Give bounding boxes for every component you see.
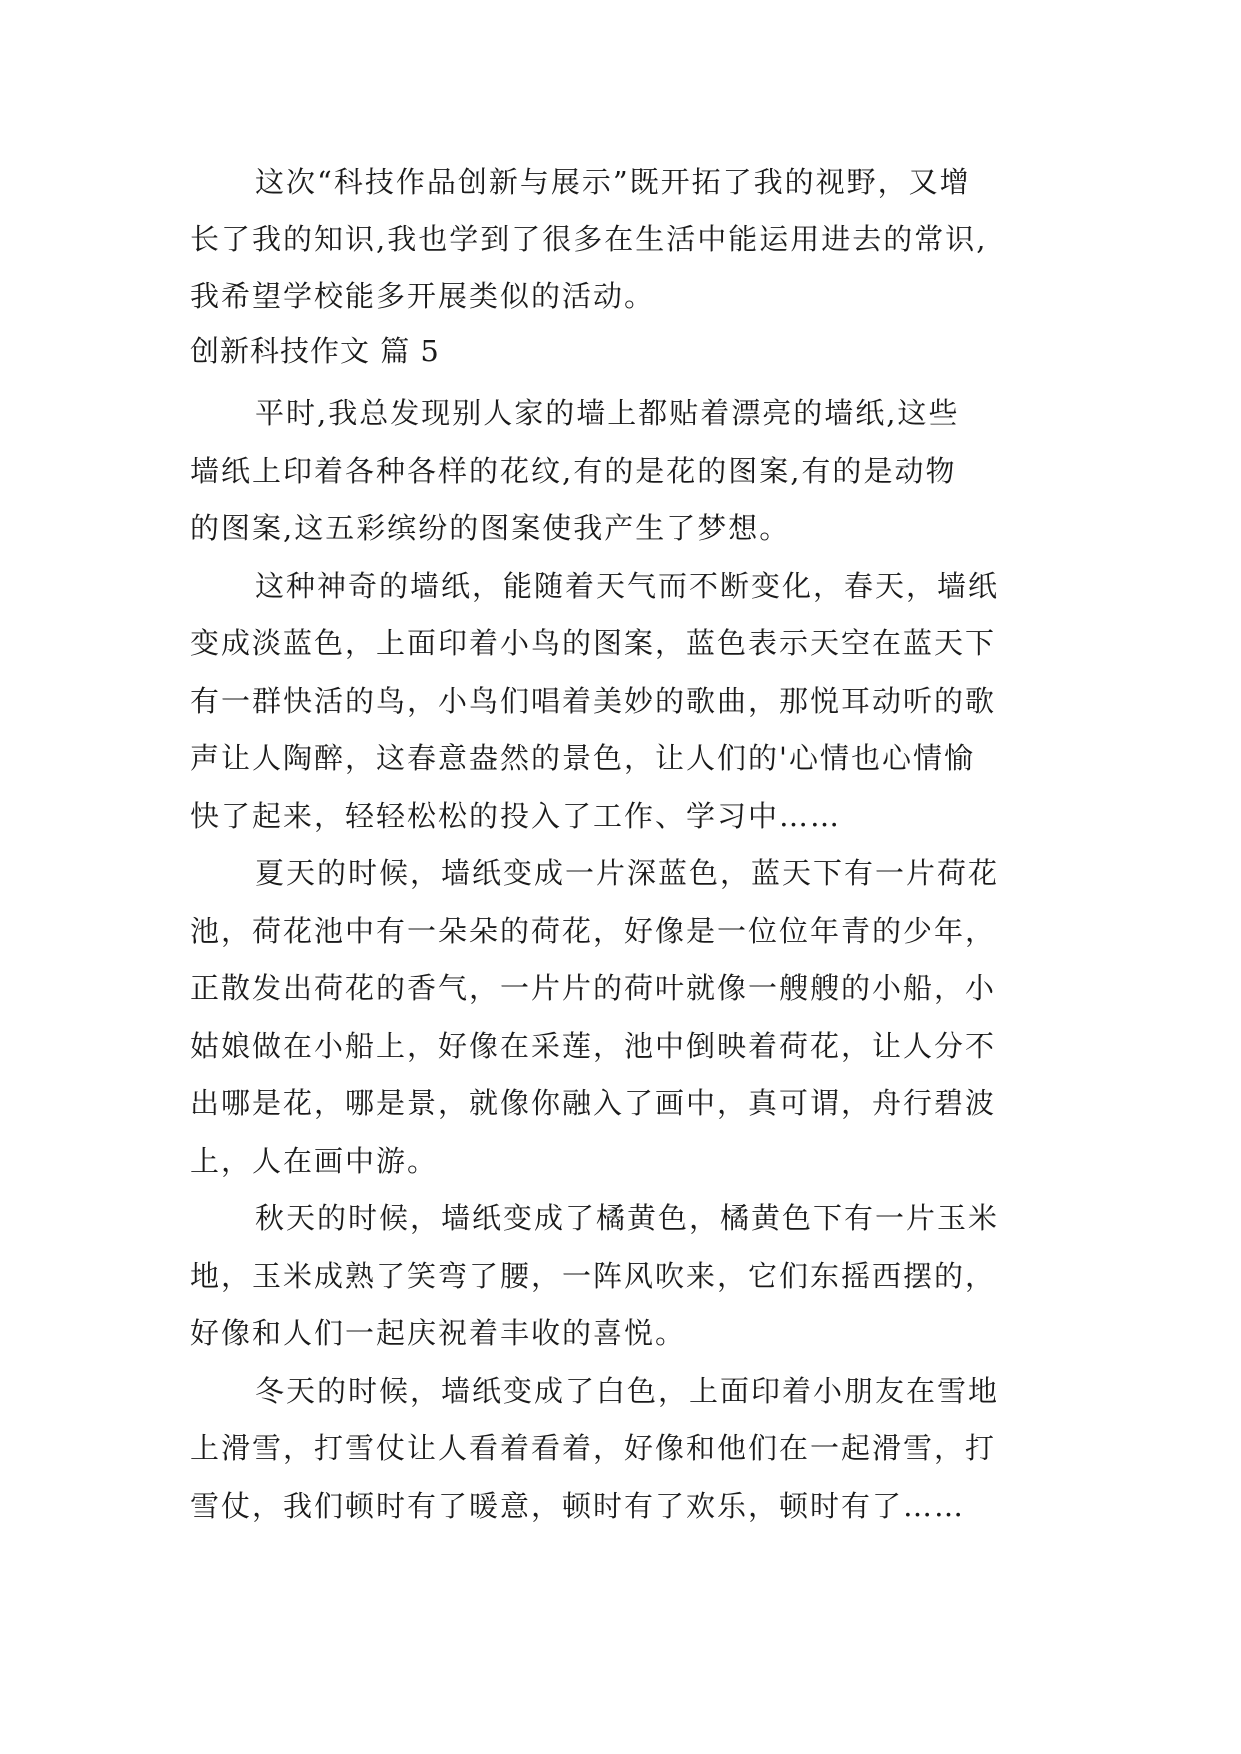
paragraph-4-line-1: 夏天的时候，墙纸变成一片深蓝色，蓝天下有一片荷花 [255, 856, 1000, 890]
paragraph-1-line-1: 这次“科技作品创新与展示”既开拓了我的视野，又增 [255, 165, 971, 199]
paragraph-1-line-2: 长了我的知识,我也学到了很多在生活中能运用进去的常识, [190, 222, 988, 256]
paragraph-3-line-3: 有一群快活的鸟，小鸟们唱着美妙的歌曲，那悦耳动听的歌 [190, 684, 997, 718]
paragraph-5-line-1: 秋天的时候，墙纸变成了橘黄色，橘黄色下有一片玉米 [255, 1201, 1000, 1235]
paragraph-2-line-2: 墙纸上印着各种各样的花纹,有的是花的图案,有的是动物 [190, 454, 957, 488]
paragraph-4-line-6: 上，人在画中游。 [190, 1144, 439, 1178]
paragraph-5-line-2: 地，玉米成熟了笑弯了腰，一阵风吹来，它们东摇西摆的， [190, 1259, 997, 1293]
paragraph-2-line-1: 平时,我总发现别人家的墙上都贴着漂亮的墙纸,这些 [255, 396, 960, 430]
paragraph-4-line-4: 姑娘做在小船上，好像在采莲，池中倒映着荷花，让人分不 [190, 1029, 997, 1063]
paragraph-3-line-4: 声让人陶醉，这春意盎然的景色，让人们的'心情也心情愉 [190, 741, 975, 775]
paragraph-1-line-3: 我希望学校能多开展类似的活动。 [190, 279, 656, 313]
paragraph-4-line-3: 正散发出荷花的香气，一片片的荷叶就像一艘艘的小船，小 [190, 971, 997, 1005]
paragraph-6-line-1: 冬天的时候，墙纸变成了白色，上面印着小朋友在雪地 [255, 1374, 1000, 1408]
paragraph-4-line-5: 出哪是花，哪是景，就像你融入了画中，真可谓，舟行碧波 [190, 1086, 997, 1120]
paragraph-3-line-5: 快了起来，轻轻松松的投入了工作、学习中…… [190, 799, 842, 833]
paragraph-6-line-2: 上滑雪，打雪仗让人看着看着，好像和他们在一起滑雪，打 [190, 1431, 997, 1465]
paragraph-4-line-2: 池，荷花池中有一朵朵的荷花，好像是一位位年青的少年， [190, 914, 997, 948]
paragraph-3-line-1: 这种神奇的墙纸，能随着天气而不断变化，春天，墙纸 [255, 569, 1000, 603]
paragraph-2-line-3: 的图案,这五彩缤纷的图案使我产生了梦想。 [190, 511, 791, 545]
paragraph-3-line-2: 变成淡蓝色，上面印着小鸟的图案，蓝色表示天空在蓝天下 [190, 626, 997, 660]
paragraph-6-line-3: 雪仗，我们顿时有了暖意，顿时有了欢乐，顿时有了…… [190, 1489, 966, 1523]
section-heading: 创新科技作文 篇 5 [190, 334, 440, 368]
paragraph-5-line-3: 好像和人们一起庆祝着丰收的喜悦。 [190, 1316, 687, 1350]
